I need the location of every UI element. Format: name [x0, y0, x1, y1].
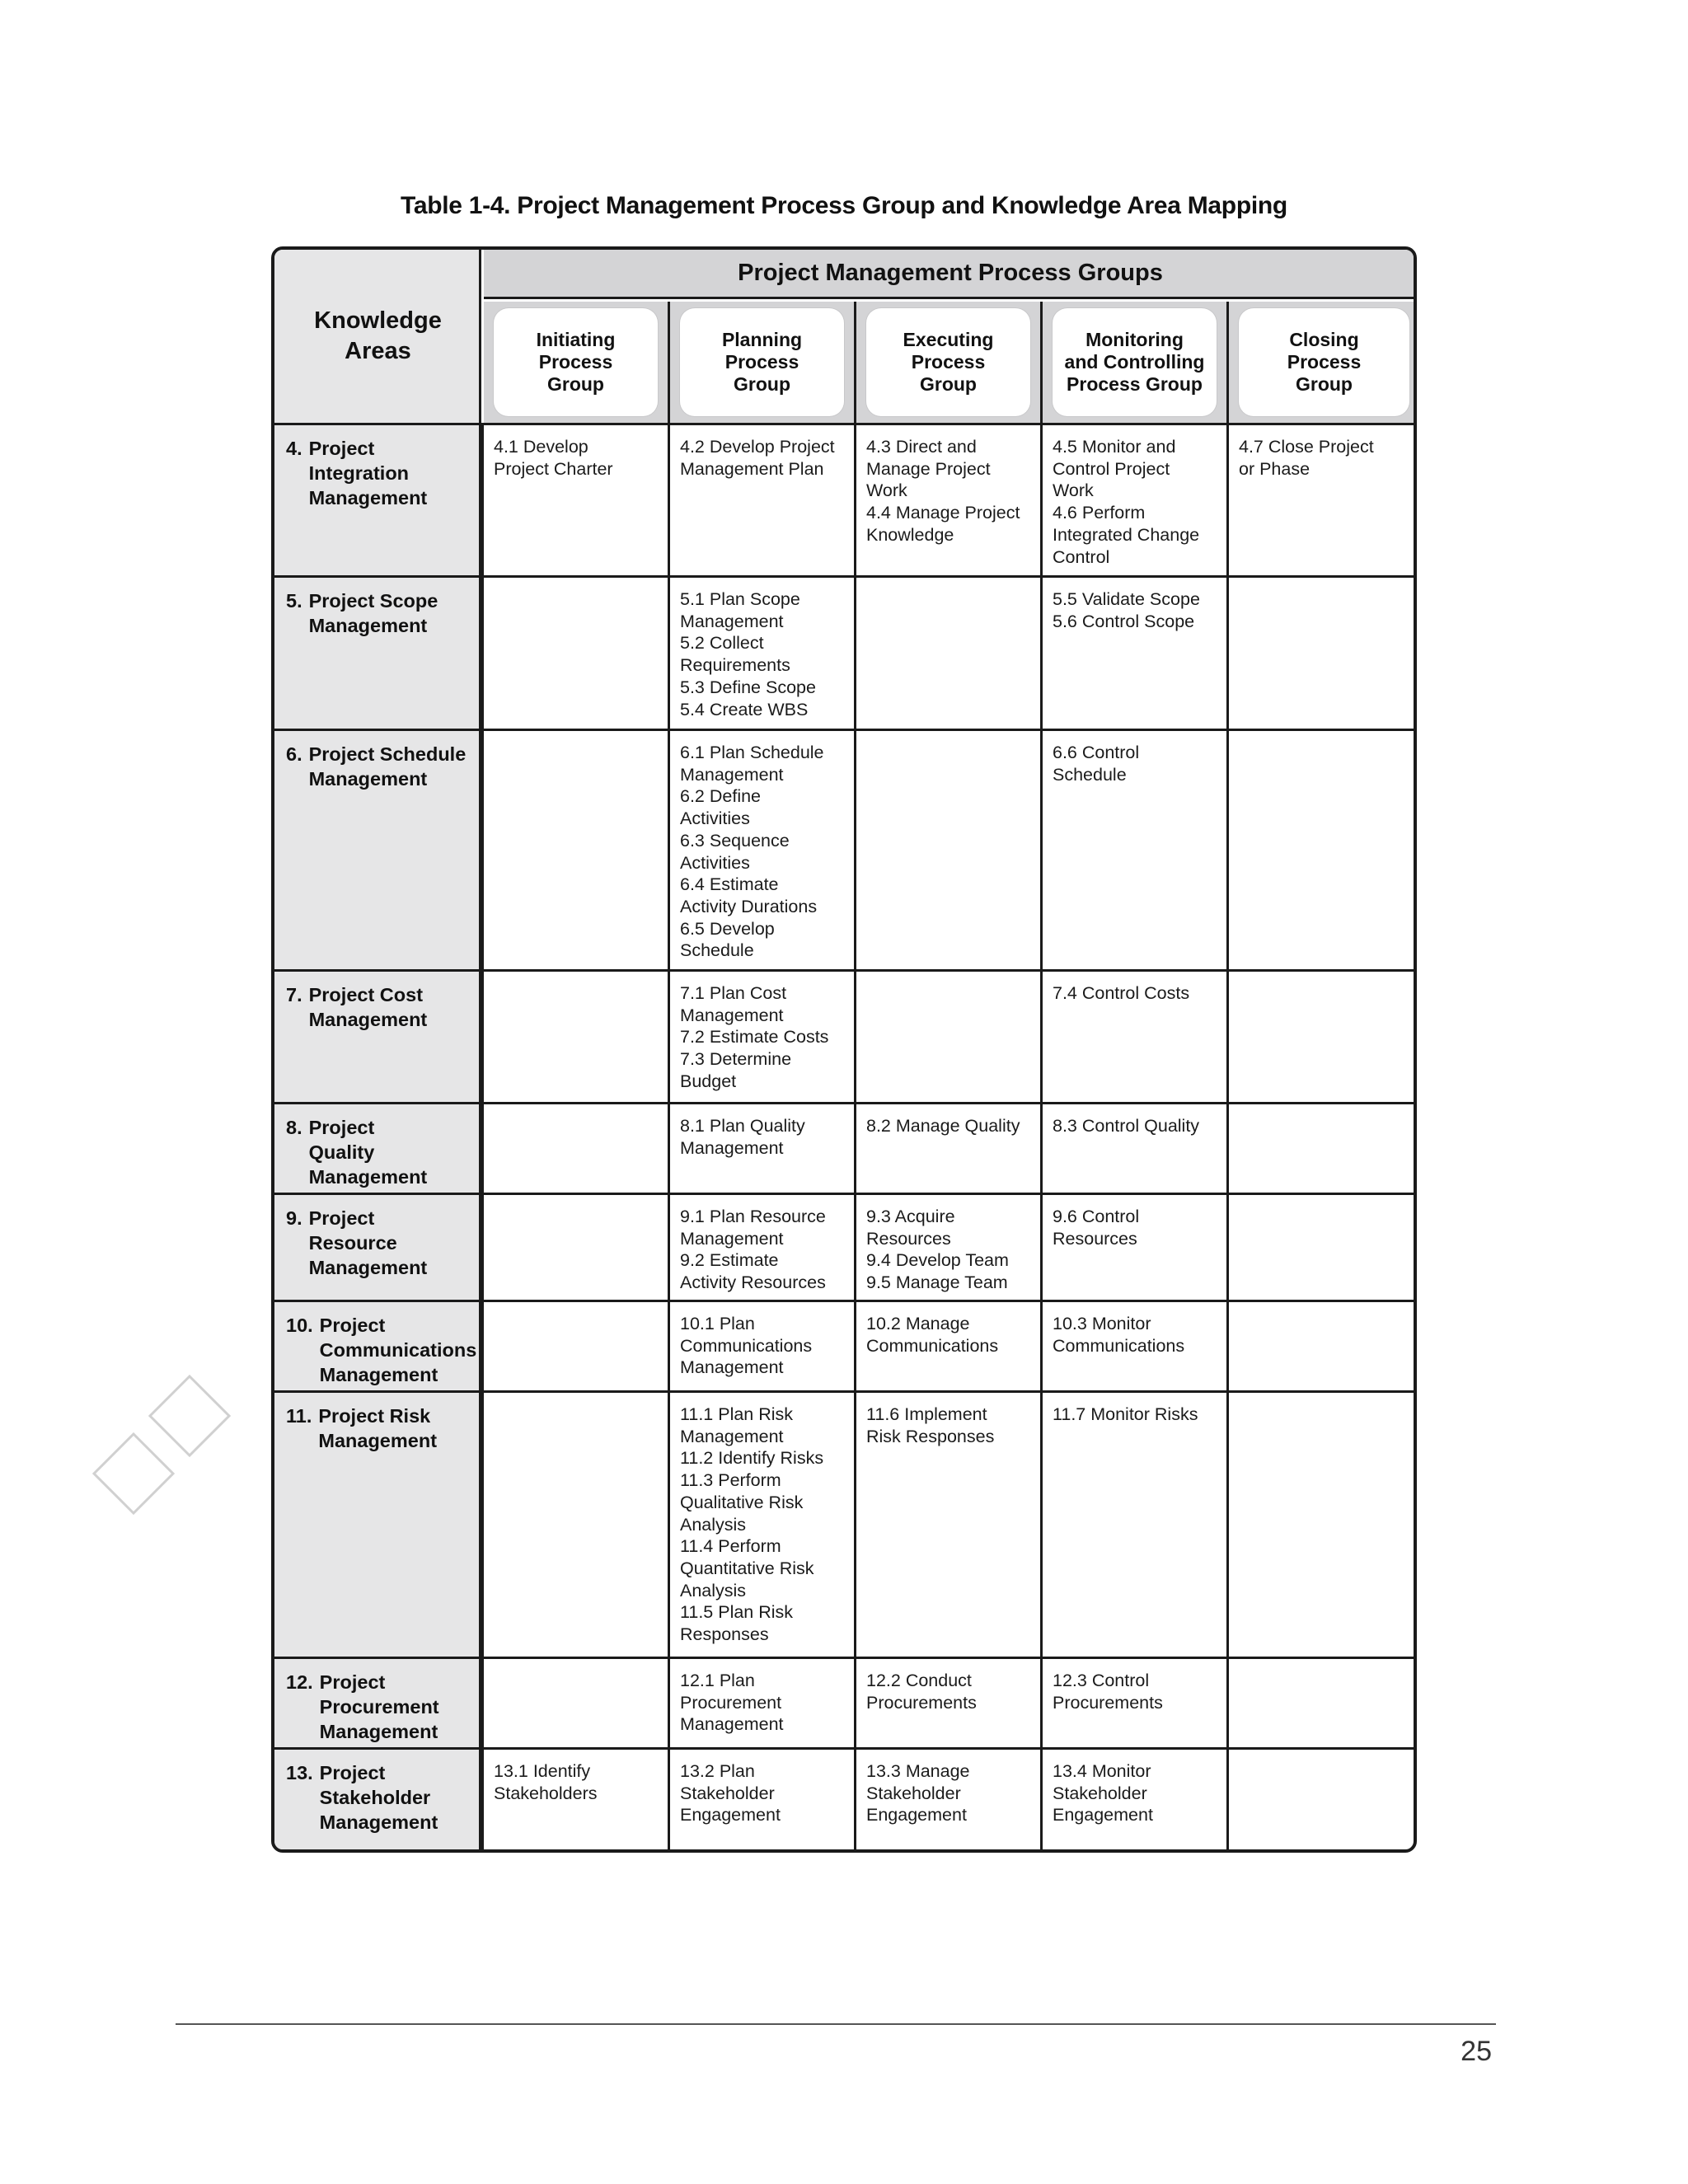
process-cell: 7.4 Control Costs	[1040, 972, 1226, 1102]
knowledge-area-cell	[274, 1302, 481, 1390]
process-cell	[481, 1104, 668, 1193]
process-group-header	[484, 302, 670, 423]
diamond-watermark-icon	[82, 1368, 239, 1533]
table-row	[274, 1390, 1417, 1657]
table-row	[274, 1300, 1417, 1390]
process-cell: 4.3 Direct and Manage Project Work 4.4 Manage Project Knowledge	[854, 425, 1040, 575]
knowledge-area-number: 13.	[286, 1762, 313, 1783]
knowledge-area-name: Project Cost Management	[308, 984, 428, 1030]
process-cell	[1226, 1302, 1417, 1390]
process-cell	[481, 578, 668, 729]
process-cell	[481, 1659, 668, 1747]
footer-rule	[176, 2023, 1496, 2025]
table-row	[274, 575, 1417, 729]
process-cell	[1226, 1104, 1417, 1193]
knowledge-areas-header: Knowledge Areas	[314, 307, 442, 364]
process-cell	[1226, 1659, 1417, 1747]
process-cell	[481, 1302, 668, 1390]
process-cell: 11.6 Implement Risk Responses	[854, 1393, 1040, 1657]
process-cell	[1226, 1195, 1417, 1300]
knowledge-area-name: Project Resource Management	[308, 1207, 428, 1278]
process-cell: 13.1 Identify Stakeholders	[481, 1750, 668, 1849]
process-group-header	[670, 302, 856, 423]
process-group-label: Planning Process Group	[680, 308, 844, 416]
process-cell	[1226, 1393, 1417, 1657]
process-cell: 9.6 Control Resources	[1040, 1195, 1226, 1300]
table-row	[274, 1747, 1417, 1849]
process-group-label: Monitoring and Controlling Process Group	[1053, 308, 1217, 416]
knowledge-area-number: 10.	[286, 1315, 313, 1336]
process-cell: 8.3 Control Quality	[1040, 1104, 1226, 1193]
process-cell: 9.3 Acquire Resources 9.4 Develop Team 9.5 Manage Team	[854, 1195, 1040, 1300]
process-group-label: Executing Process Group	[866, 308, 1030, 416]
knowledge-area-name: Project Procurement Management	[319, 1671, 439, 1742]
process-group-label: Initiating Process Group	[494, 308, 658, 416]
knowledge-area-name: Project Quality Management	[308, 1117, 428, 1188]
process-cell	[481, 731, 668, 969]
process-cell: 13.2 Plan Stakeholder Engagement	[668, 1750, 854, 1849]
knowledge-area-cell	[274, 578, 481, 729]
process-group-header	[1229, 302, 1417, 423]
knowledge-area-name: Project Stakeholder Management	[319, 1762, 438, 1833]
process-cell: 5.5 Validate Scope 5.6 Control Scope	[1040, 578, 1226, 729]
table-caption: Table 1-4. Project Management Process Group and Knowledge Area Mapping	[401, 192, 1287, 219]
knowledge-area-number: 8.	[286, 1117, 302, 1138]
process-cell: 7.1 Plan Cost Management 7.2 Estimate Costs 7.3 Determine Budget	[668, 972, 854, 1102]
knowledge-area-name: Project Scope Management	[308, 590, 438, 636]
process-cell: 8.1 Plan Quality Management	[668, 1104, 854, 1193]
mapping-table	[271, 246, 1417, 1853]
table-row	[274, 423, 1417, 575]
process-cell: 13.3 Manage Stakeholder Engagement	[854, 1750, 1040, 1849]
process-cell: 6.6 Control Schedule	[1040, 731, 1226, 969]
process-cell	[1226, 731, 1417, 969]
knowledge-area-number: 12.	[286, 1671, 313, 1693]
process-cell: 10.2 Manage Communications	[854, 1302, 1040, 1390]
knowledge-area-cell	[274, 1104, 481, 1193]
knowledge-area-cell	[274, 425, 481, 575]
knowledge-area-number: 5.	[286, 590, 302, 612]
knowledge-area-number: 4.	[286, 438, 302, 459]
knowledge-area-name: Project Communications Management	[319, 1315, 477, 1385]
process-cell: 9.1 Plan Resource Management 9.2 Estimate Activity Resources	[668, 1195, 854, 1300]
knowledge-area-cell	[274, 731, 481, 969]
knowledge-area-cell	[274, 1195, 481, 1300]
knowledge-area-number: 9.	[286, 1207, 302, 1229]
knowledge-area-number: 11.	[286, 1405, 312, 1427]
knowledge-area-number: 6.	[286, 743, 302, 765]
page-number: 25	[1461, 2036, 1492, 2067]
process-cell: 11.1 Plan Risk Management 11.2 Identify Risks 11.3 Perform Qualitative Risk Analysis 11.4 Perform Quantitative Risk Analysis 11.5 Plan Risk Responses	[668, 1393, 854, 1657]
process-cell: 4.7 Close Project or Phase	[1226, 425, 1417, 575]
table-row	[274, 729, 1417, 969]
process-cell: 10.1 Plan Communications Management	[668, 1302, 854, 1390]
process-cell	[481, 1195, 668, 1300]
table-row	[274, 969, 1417, 1102]
knowledge-area-name: Project Risk Management	[318, 1405, 438, 1451]
process-cell	[481, 1393, 668, 1657]
knowledge-area-number: 7.	[286, 984, 302, 1005]
table-row	[274, 1657, 1417, 1747]
process-group-label: Closing Process Group	[1239, 308, 1409, 416]
process-cell	[854, 972, 1040, 1102]
table-row	[274, 1193, 1417, 1300]
knowledge-area-name: Project Integration Management	[308, 438, 428, 509]
process-cell: 10.3 Monitor Communications	[1040, 1302, 1226, 1390]
process-groups-header: Project Management Process Groups	[484, 250, 1417, 299]
process-cell	[854, 731, 1040, 969]
process-cell: 4.1 Develop Project Charter	[481, 425, 668, 575]
process-cell: 6.1 Plan Schedule Management 6.2 Define Activities 6.3 Sequence Activities 6.4 Estimate Activity Durations 6.5 Develop Schedule	[668, 731, 854, 969]
process-cell: 12.3 Control Procurements	[1040, 1659, 1226, 1747]
process-cell: 12.2 Conduct Procurements	[854, 1659, 1040, 1747]
knowledge-area-cell	[274, 1750, 481, 1849]
process-cell: 8.2 Manage Quality	[854, 1104, 1040, 1193]
knowledge-area-name: Project Schedule Management	[308, 743, 467, 790]
process-cell: 5.1 Plan Scope Management 5.2 Collect Requirements 5.3 Define Scope 5.4 Create WBS	[668, 578, 854, 729]
process-cell: 12.1 Plan Procurement Management	[668, 1659, 854, 1747]
process-cell: 4.2 Develop Project Management Plan	[668, 425, 854, 575]
process-group-header	[1043, 302, 1229, 423]
knowledge-area-cell	[274, 1659, 481, 1747]
table-row	[274, 1102, 1417, 1193]
process-cell	[1226, 1750, 1417, 1849]
process-cell: 4.5 Monitor and Control Project Work 4.6 Perform Integrated Change Control	[1040, 425, 1226, 575]
knowledge-area-cell	[274, 1393, 481, 1657]
process-cell: 11.7 Monitor Risks	[1040, 1393, 1226, 1657]
process-group-header	[856, 302, 1043, 423]
process-cell: 13.4 Monitor Stakeholder Engagement	[1040, 1750, 1226, 1849]
process-cell	[1226, 578, 1417, 729]
process-cell	[1226, 972, 1417, 1102]
process-cell	[481, 972, 668, 1102]
knowledge-area-cell	[274, 972, 481, 1102]
process-cell	[854, 578, 1040, 729]
